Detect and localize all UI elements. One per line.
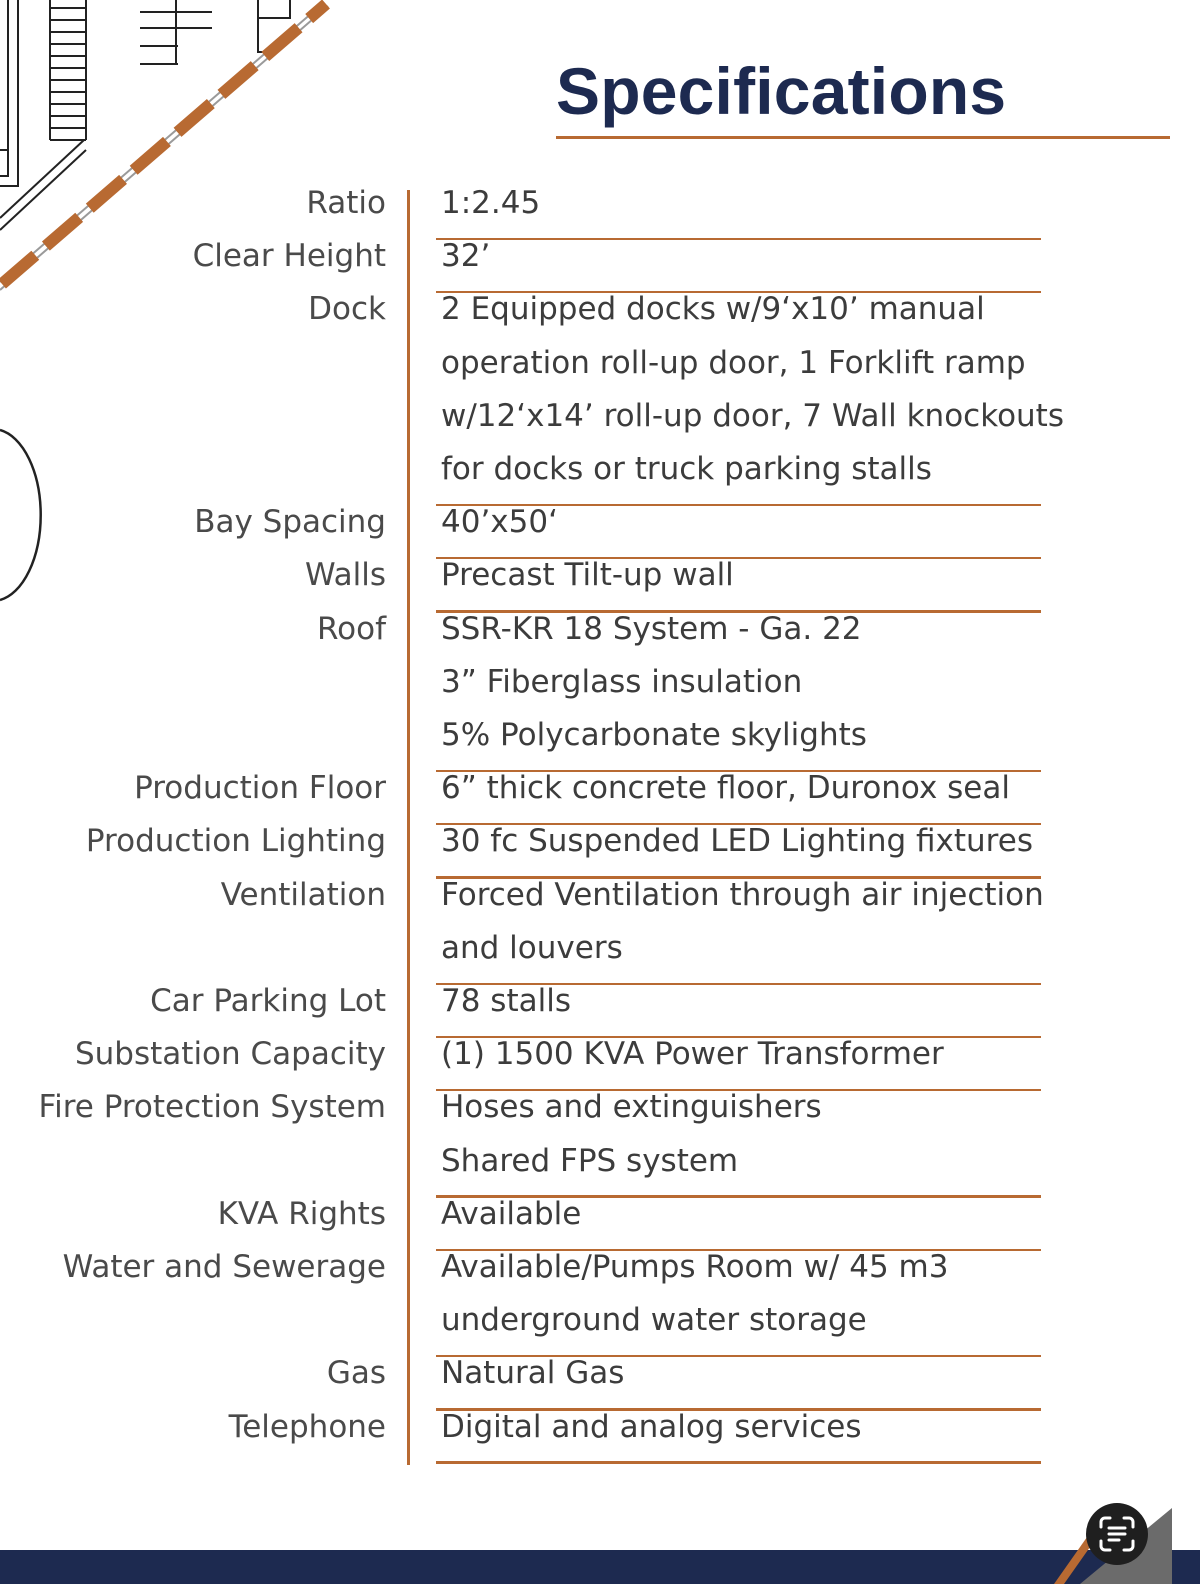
spec-value: SSR-KR 18 System - Ga. 22 bbox=[441, 610, 862, 647]
spec-value: 40’x50‘ bbox=[441, 504, 558, 541]
spec-label: Clear Height bbox=[192, 238, 386, 275]
spec-row-divider bbox=[436, 238, 1041, 241]
spec-value: 3” Fiberglass insulation bbox=[441, 663, 803, 700]
text-scan-button[interactable] bbox=[1086, 1503, 1148, 1565]
spec-value: underground water storage bbox=[441, 1302, 867, 1339]
spec-value: 5% Polycarbonate skylights bbox=[441, 717, 867, 753]
spec-label: Telephone bbox=[228, 1408, 386, 1445]
spec-value: 30 fc Suspended LED Lighting fixtures bbox=[441, 823, 1033, 860]
spec-value: and louvers bbox=[441, 929, 623, 966]
spec-value: Shared FPS system bbox=[441, 1142, 739, 1179]
spec-label: Ratio bbox=[306, 185, 386, 221]
spec-value: 1:2.45 bbox=[441, 185, 541, 221]
spec-value: Natural Gas bbox=[441, 1355, 625, 1392]
spec-label: Gas bbox=[326, 1355, 386, 1392]
spec-value: (1) 1500 KVA Power Transformer bbox=[441, 1036, 944, 1073]
spec-value: Hoses and extinguishers bbox=[441, 1089, 822, 1126]
column-divider bbox=[407, 190, 410, 1465]
title-underline bbox=[556, 136, 1170, 139]
spec-label: Fire Protection System bbox=[38, 1089, 386, 1126]
spec-label: KVA Rights bbox=[217, 1195, 386, 1232]
spec-value: 78 stalls bbox=[441, 983, 571, 1019]
spec-value: 2 Equipped docks w/9‘x10’ manual bbox=[441, 291, 985, 328]
spec-row-divider bbox=[436, 1461, 1041, 1464]
spec-label: Production Floor bbox=[134, 770, 386, 807]
footer-bar bbox=[0, 1550, 1200, 1584]
text-scan-icon bbox=[1097, 1514, 1137, 1554]
spec-value: w/12‘x14’ roll-up door, 7 Wall knockouts bbox=[441, 397, 1064, 434]
spec-value: Forced Ventilation through air injection bbox=[441, 876, 1044, 913]
spec-label: Ventilation bbox=[220, 876, 386, 913]
spec-label: Substation Capacity bbox=[74, 1036, 386, 1073]
spec-label: Walls bbox=[304, 557, 386, 594]
spec-value: for docks or truck parking stalls bbox=[441, 451, 932, 487]
spec-value: Available bbox=[441, 1195, 582, 1232]
spec-label: Bay Spacing bbox=[194, 504, 386, 541]
spec-label: Roof bbox=[317, 610, 386, 647]
spec-value: operation roll-up door, 1 Forklift ramp bbox=[441, 344, 1026, 381]
spec-label: Production Lighting bbox=[85, 823, 386, 860]
spec-label: Water and Sewerage bbox=[62, 1249, 386, 1285]
spec-value: Digital and analog services bbox=[441, 1408, 862, 1445]
spec-value: 6” thick concrete floor, Duronox seal bbox=[441, 770, 1010, 807]
spec-label: Dock bbox=[308, 291, 386, 328]
page-title: Specifications bbox=[556, 54, 1007, 128]
spec-value: Available/Pumps Room w/ 45 m3 bbox=[441, 1249, 949, 1285]
spec-value: 32’ bbox=[441, 238, 491, 275]
spec-label: Car Parking Lot bbox=[150, 983, 386, 1019]
spec-value: Precast Tilt-up wall bbox=[441, 557, 734, 594]
